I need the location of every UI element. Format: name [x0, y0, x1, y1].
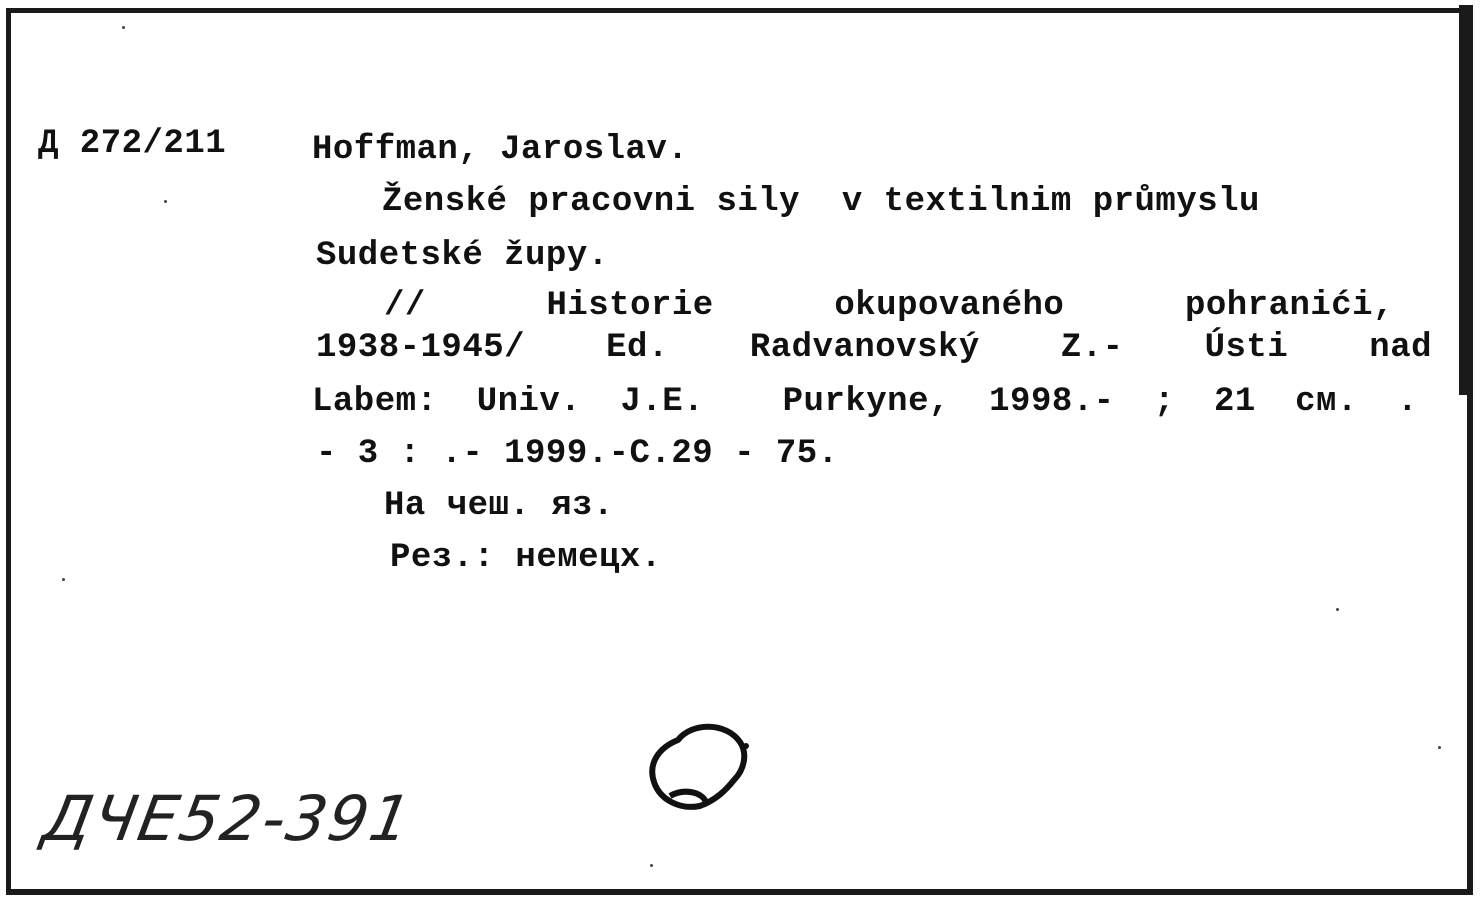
- pages-line: - 3 : .- 1999.-C.29 - 75.: [316, 435, 839, 473]
- call-number: Д 272/211: [38, 125, 227, 163]
- series-line: // Historie okupovaného pohranići,: [384, 287, 1394, 325]
- author-line: Hoffman, Jaroslav.: [312, 131, 689, 169]
- publication-line-1: 1938-1945/ Ed. Radvanovský Z.- Ústi nad: [316, 329, 1432, 367]
- summary-note: Рез.: немецх.: [390, 539, 662, 577]
- stamp-mark-icon: [640, 718, 760, 822]
- language-note: На чеш. яз.: [384, 487, 614, 525]
- title-line-2: Sudetské župy.: [316, 237, 609, 275]
- card-edge-mark: [1459, 5, 1473, 395]
- title-line-1: Ženské pracovni sily v textilnim průmyslu: [382, 183, 1260, 221]
- handwritten-inventory-code: ДЧЕ52-391: [37, 782, 419, 855]
- publication-line-2: Labem: Univ. J.E. Purkyne, 1998.- ; 21 cм. .: [312, 383, 1418, 421]
